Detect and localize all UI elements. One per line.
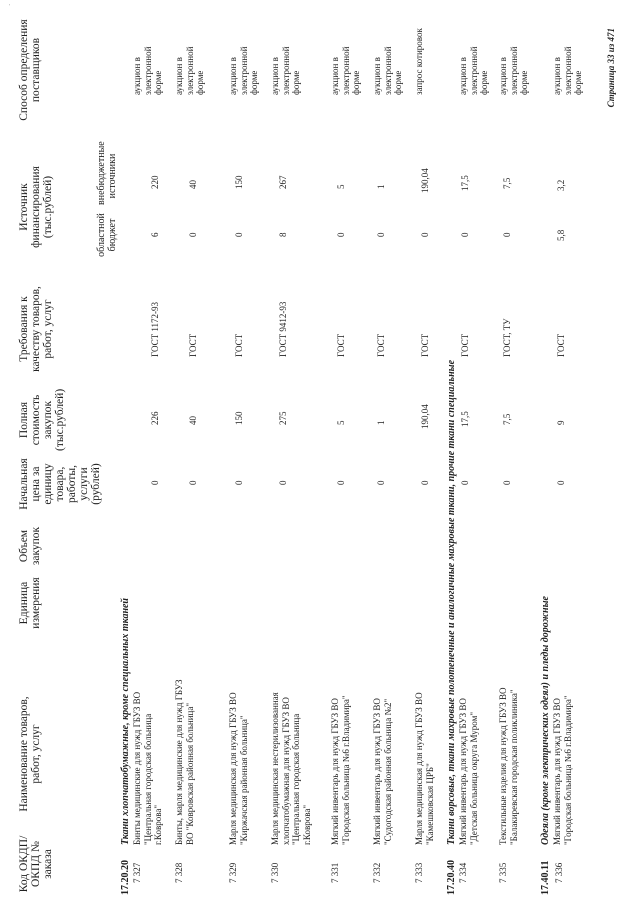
- row-requirements: ГОСТ: [420, 333, 430, 357]
- row-source-offbudget: 7,5: [502, 177, 512, 189]
- row-source-offbudget: 150: [234, 175, 244, 189]
- row-number: 7 332: [372, 862, 382, 883]
- row-requirements: ГОСТ 1172-93: [150, 301, 160, 357]
- row-source-regional: 0: [234, 232, 244, 237]
- row-requirements: ГОСТ: [460, 333, 470, 357]
- row-name: Текстильные изделия для нужд ГБУЗ ВО "Балакиревская городская поликлиника": [498, 687, 519, 845]
- row-requirements: ГОСТ: [336, 333, 346, 357]
- row-total: 5: [336, 420, 346, 425]
- row-source-regional: 0: [502, 232, 512, 237]
- group-title: Ткани хлопчатобумажные, кроме специальных тканей: [120, 598, 131, 845]
- row-source-offbudget: 267: [278, 175, 288, 189]
- header-requirements: Требования к качеству товаров, работ, услуг: [18, 286, 54, 372]
- header-name: Наименование товаров, работ, услуг: [18, 696, 42, 812]
- row-source-offbudget: 40: [188, 180, 198, 189]
- header-source-offbudget: внебюджетные источники: [96, 141, 118, 205]
- row-source-regional: 6: [150, 232, 160, 237]
- row-total: 275: [278, 411, 288, 425]
- row-name: Мягкий инвентарь для нужд ГБУЗ ВО "Городская больница №6 г.Владимира": [330, 695, 351, 845]
- row-number: 7 328: [174, 862, 184, 883]
- row-number: 7 333: [414, 862, 424, 883]
- row-method: аукцион в электронной форме: [330, 46, 361, 95]
- row-source-offbudget: 3,2: [556, 179, 566, 191]
- row-requirements: ГОСТ 9412-93: [278, 301, 288, 357]
- row-price: 0: [234, 480, 244, 485]
- header-source-regional: областной бюджет: [96, 213, 118, 257]
- row-price: 0: [278, 480, 288, 485]
- row-method: аукцион в электронной форме: [498, 46, 529, 95]
- group-code: 17.40.11: [540, 860, 551, 895]
- row-source-regional: 5,8: [556, 229, 566, 241]
- row-total: 150: [234, 411, 244, 425]
- page-footer: Страница 33 из 471: [606, 28, 616, 108]
- row-name: Марля медицинская для нужд ГБУЗ ВО "Киржачская районная больница": [228, 692, 249, 845]
- row-requirements: ГОСТ: [188, 333, 198, 357]
- row-requirements: ГОСТ, ТУ: [502, 318, 512, 357]
- row-source-regional: 0: [188, 232, 198, 237]
- row-method: аукцион в электронной форме: [174, 46, 205, 95]
- row-number: 7 335: [498, 862, 508, 883]
- row-total: 17,5: [460, 411, 470, 427]
- row-price: 0: [336, 480, 346, 485]
- row-source-offbudget: 5: [336, 184, 346, 189]
- row-number: 7 334: [458, 862, 468, 883]
- header-code: Код ОКДП/ ОКПД № заказа: [18, 835, 54, 893]
- row-requirements: ГОСТ: [376, 333, 386, 357]
- row-price: 0: [556, 480, 566, 485]
- row-price: 0: [150, 480, 160, 485]
- header-price: Начальная цена за единицу товара, работы, услуги (рублей): [18, 458, 102, 510]
- row-source-regional: 0: [336, 232, 346, 237]
- row-price: 0: [420, 480, 430, 485]
- header-source: Источник финансирования (тыс.рублей): [18, 166, 54, 248]
- row-source-regional: 0: [376, 232, 386, 237]
- row-name: Бинты медицинские для нужд ГБУЗ ВО "Центральная городская больница г.Коврова": [132, 691, 163, 845]
- row-number: 7 327: [132, 862, 142, 883]
- row-method: аукцион в электронной форме: [372, 46, 403, 95]
- row-source-offbudget: 220: [150, 175, 160, 189]
- row-source-offbudget: 17,5: [460, 175, 470, 191]
- row-method: аукцион в электронной форме: [552, 46, 583, 95]
- row-total: 40: [188, 416, 198, 425]
- group-code: 17.20.40: [446, 860, 457, 895]
- row-name: Марля медицинская нестерилизованная хлопчатобумажная для нужд ГБУЗ ВО "Центральная городская больница г.Коврова": [270, 692, 312, 845]
- group-title: Одеяла (кроме электрических одеял) и пледы дорожные: [540, 596, 551, 845]
- group-code: 17.20.20: [120, 860, 131, 895]
- row-total: 7,5: [502, 413, 512, 425]
- row-total: 190,04: [420, 404, 430, 429]
- row-method: аукцион в электронной форме: [132, 46, 163, 95]
- row-requirements: ГОСТ: [556, 333, 566, 357]
- row-price: 0: [188, 480, 198, 485]
- row-number: 7 329: [228, 862, 238, 883]
- row-method: аукцион в электронной форме: [270, 46, 301, 95]
- row-number: 7 336: [554, 862, 564, 883]
- row-name: Мягкий инвентарь для нужд ГБУЗ ВО "Судогодская районная больница №2": [372, 698, 393, 845]
- header-volume: Объем закупок: [18, 526, 42, 566]
- row-price: 0: [376, 480, 386, 485]
- header-unit: Единица измерения: [18, 577, 42, 629]
- row-price: 0: [502, 480, 512, 485]
- row-requirements: ГОСТ: [234, 333, 244, 357]
- row-total: 9: [556, 420, 566, 425]
- row-price: 0: [460, 480, 470, 485]
- row-name: Мягкий инвентарь для нужд ГБУЗ ВО "Детская больница округа Муром": [458, 698, 479, 845]
- row-source-regional: 8: [278, 232, 288, 237]
- row-name: Марля медицинская для нужд ГБУЗ ВО "Камешковская ЦРБ": [414, 692, 435, 845]
- row-total: 226: [150, 411, 160, 425]
- header-total: Полная стоимость закупок (тыс.рублей): [18, 388, 66, 451]
- scan-mark: ·: [6, 3, 14, 6]
- header-method: Способ определения поставщиков: [18, 19, 42, 121]
- row-method: аукцион в электронной форме: [228, 46, 259, 95]
- row-source-offbudget: 190,04: [420, 168, 430, 193]
- row-source-offbudget: 1: [376, 184, 386, 189]
- row-name: Мягкий инвентарь для нужд ГБУЗ ВО "Городская больница №6 г.Владимира": [552, 695, 573, 845]
- row-method: запрос котировок: [414, 28, 424, 95]
- row-source-regional: 0: [420, 232, 430, 237]
- row-name: Бинты, марля медицинские для нужд ГБУЗ ВО "Ковровская районная больница": [174, 679, 195, 845]
- row-source-regional: 0: [460, 232, 470, 237]
- row-number: 7 331: [330, 862, 340, 883]
- row-total: 1: [376, 420, 386, 425]
- group-title: Ткани ворсовые, ткани махровые полотенечные и аналогичные махровые ткани, прочие ткани специальные: [446, 359, 457, 845]
- row-number: 7 330: [270, 862, 280, 883]
- row-method: аукцион в электронной форме: [458, 46, 489, 95]
